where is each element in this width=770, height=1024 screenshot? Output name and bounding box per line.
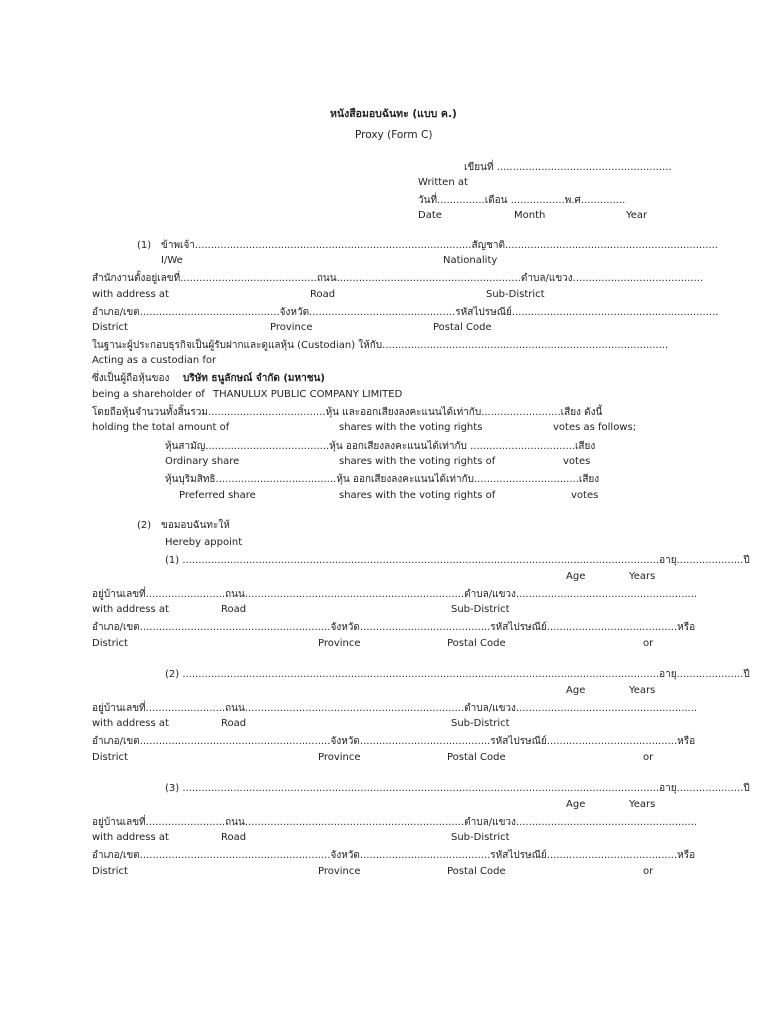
date-label: Date — [418, 210, 442, 221]
proxy-2-age-label: Age — [566, 685, 586, 696]
shareholder-prefix-thai: ซึ่งเป็นผู้ถือหุ้นของ — [92, 373, 170, 384]
proxy-2-name-line: (2) ......................................................................................................................................................อายุ.....................ปี — [165, 669, 750, 680]
voting-rights-label: shares with the voting rights — [339, 422, 483, 433]
proxy-3-name-line: (3) ......................................................................................................................................................อายุ.....................ปี — [165, 783, 750, 794]
proxy-1-district-line: อำเภอ/เขต............................................................จังหวัด.........................................รหัสไปรษณีย์.........................................หรือ — [92, 622, 696, 633]
total-shares-line: โดยถือหุ้นจำนวนทั้งสิ้นรวม.....................................หุ้น และออกเสียงลงคะแนนได้เท่ากับ.........................เสียง ดังนี้ — [92, 407, 603, 418]
proxy-1-address-label: with address at — [92, 604, 169, 615]
province-label: Province — [270, 322, 313, 333]
proxy-3-or-label: or — [643, 866, 654, 877]
custodian-line: ในฐานะผู้ประกอบธุรกิจเป็นผู้รับฝากและดูแลหุ้น (Custodian) ให้กับ.......................................................................................... — [92, 340, 669, 351]
written-at-english: Written at — [418, 177, 468, 188]
ordinary-share-line: หุ้นสามัญ.......................................หุ้น ออกเสียงลงคะแนนได้เท่ากับ .................................เสียง — [165, 441, 596, 452]
proxy-2-postal-label: Postal Code — [447, 752, 506, 763]
month-label: Month — [514, 210, 546, 221]
proxy-3-district-label: District — [92, 866, 128, 877]
appoint-thai: ขอมอบฉันทะให้ — [161, 520, 230, 531]
company-name-thai: บริษัท ธนูลักษณ์ จำกัด (มหาชน) — [183, 373, 325, 384]
preferred-votes-label: votes — [571, 490, 599, 501]
custodian-label: Acting as a custodian for — [92, 355, 217, 366]
proxy-1-name-line: (1) ......................................................................................................................................................อายุ.....................ปี — [165, 555, 750, 566]
proxy-3-address-line: อยู่บ้านเลขที่.........................ถนน.....................................................................ตำบล/แขวง......................................................... — [92, 817, 698, 828]
proxy-3-district-line: อำเภอ/เขต............................................................จังหวัด.........................................รหัสไปรษณีย์.........................................หรือ — [92, 850, 696, 861]
proxy-3-subdistrict-label: Sub-District — [451, 832, 510, 843]
form-title-thai: หนังสือมอบฉันทะ (แบบ ค.) — [330, 108, 457, 120]
proxy-1-road-label: Road — [221, 604, 247, 615]
votes-as-follows-label: votes as follows; — [553, 422, 637, 433]
proxy-1-province-label: Province — [318, 638, 361, 649]
proxy-3-postal-label: Postal Code — [447, 866, 506, 877]
total-shares-label: holding the total amount of — [92, 422, 230, 433]
iwe-label: I/We — [161, 255, 183, 266]
proxy-2-province-label: Province — [318, 752, 361, 763]
proxy-3-age-label: Age — [566, 799, 586, 810]
year-label: Year — [626, 210, 648, 221]
preferred-voting-label: shares with the voting rights of — [339, 490, 496, 501]
address-label: with address at — [92, 289, 169, 300]
section-2-number: (2) — [137, 520, 152, 531]
proxy-2-district-label: District — [92, 752, 128, 763]
road-label: Road — [310, 289, 336, 300]
proxy-3-years-label: Years — [629, 799, 656, 810]
subdistrict-label: Sub-District — [486, 289, 545, 300]
date-line-thai: วันที่...............เดือน .................พ.ศ.............. — [418, 195, 626, 206]
proxy-1-subdistrict-label: Sub-District — [451, 604, 510, 615]
proxy-3-province-label: Province — [318, 866, 361, 877]
proxy-2-district-line: อำเภอ/เขต............................................................จังหวัด.........................................รหัสไปรษณีย์.........................................หรือ — [92, 736, 696, 747]
proxy-1-years-label: Years — [629, 571, 656, 582]
proxy-2-years-label: Years — [629, 685, 656, 696]
proxy-2-subdistrict-label: Sub-District — [451, 718, 510, 729]
proxy-2-address-line: อยู่บ้านเลขที่.........................ถนน.....................................................................ตำบล/แขวง......................................................... — [92, 703, 698, 714]
appoint-english: Hereby appoint — [165, 537, 243, 548]
iwe-line: ข้าพเจ้า.......................................................................................สัญชาติ................................................................... — [161, 240, 718, 251]
district-label: District — [92, 322, 128, 333]
ordinary-voting-label: shares with the voting rights of — [339, 456, 496, 467]
postal-code-label: Postal Code — [433, 322, 492, 333]
shareholder-prefix-english: being a shareholder of — [92, 389, 205, 400]
preferred-share-label: Preferred share — [179, 490, 256, 501]
preferred-share-line: หุ้นบุริมสิทธิ......................................หุ้น ออกเสียงลงคะแนนได้เท่ากับ.................................เสียง — [165, 474, 600, 485]
proxy-3-road-label: Road — [221, 832, 247, 843]
office-address-line: สำนักงานตั้งอยู่เลขที่...........................................ถนน..........................................................ตำบล/แขวง......................................... — [92, 273, 703, 284]
ordinary-votes-label: votes — [563, 456, 591, 467]
ordinary-share-label: Ordinary share — [165, 456, 240, 467]
proxy-1-district-label: District — [92, 638, 128, 649]
proxy-1-age-label: Age — [566, 571, 586, 582]
proxy-2-address-label: with address at — [92, 718, 169, 729]
proxy-1-address-line: อยู่บ้านเลขที่.........................ถนน.....................................................................ตำบล/แขวง......................................................... — [92, 589, 698, 600]
company-name-english: THANULUX PUBLIC COMPANY LIMITED — [213, 389, 403, 400]
proxy-2-road-label: Road — [221, 718, 247, 729]
proxy-3-address-label: with address at — [92, 832, 169, 843]
proxy-1-postal-label: Postal Code — [447, 638, 506, 649]
proxy-1-or-label: or — [643, 638, 654, 649]
form-title-english: Proxy (Form C) — [355, 129, 433, 141]
written-at-thai: เขียนที่ ....................................................... — [464, 162, 672, 173]
district-line: อำเภอ/เขต............................................จังหวัด..............................................รหัสไปรษณีย์................................................................. — [92, 307, 719, 318]
proxy-2-or-label: or — [643, 752, 654, 763]
nationality-label: Nationality — [443, 255, 498, 266]
section-1-number: (1) — [137, 240, 152, 251]
